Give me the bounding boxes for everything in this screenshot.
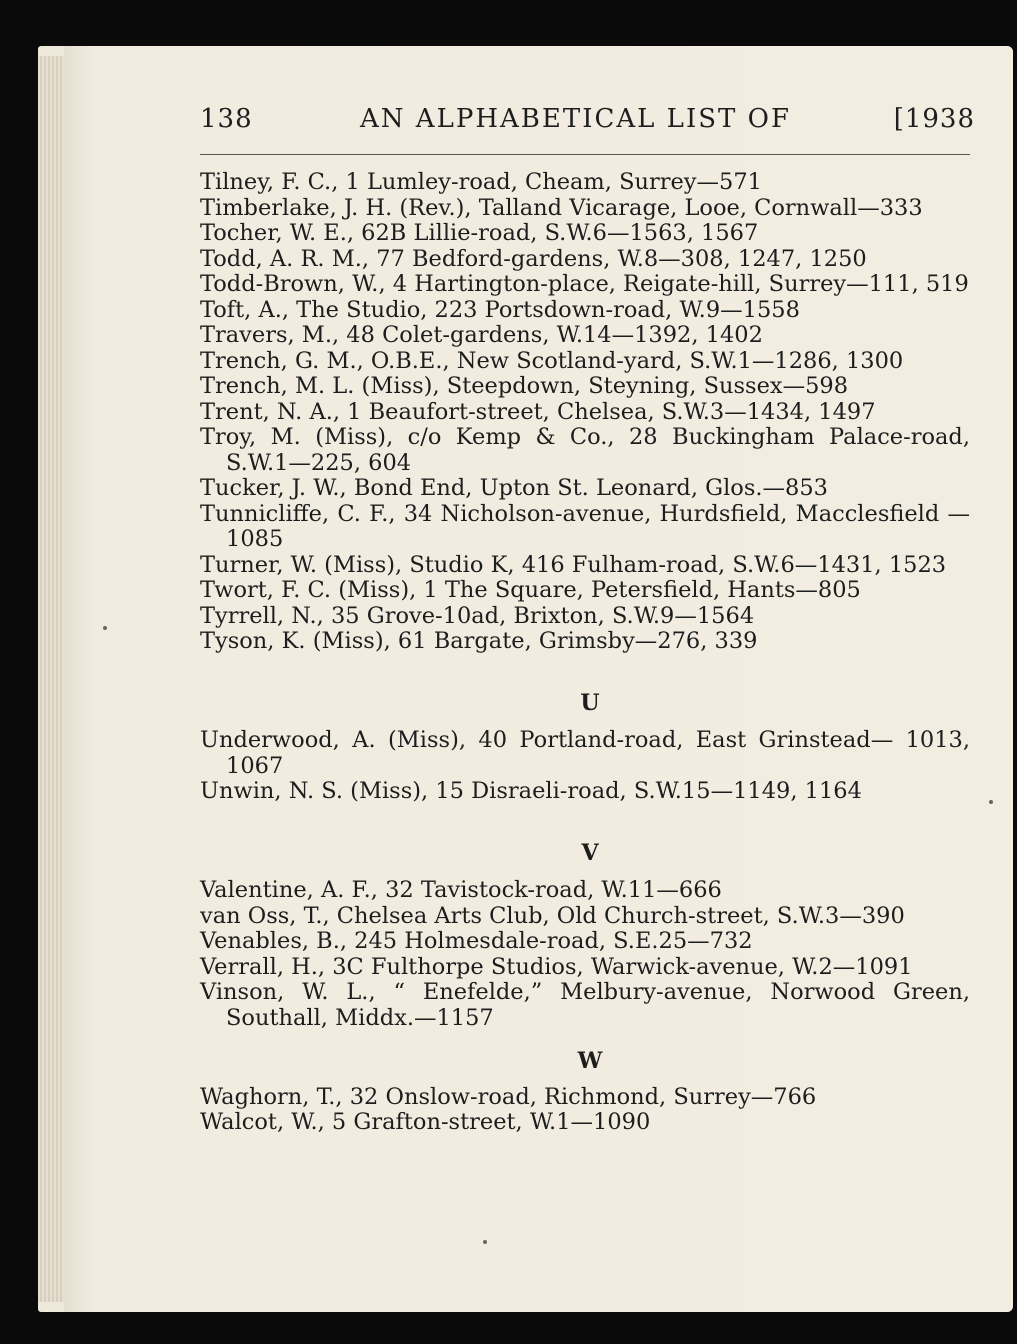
- list-entry: Travers, M., 48 Colet-gardens, W.14—1392, 1402: [200, 322, 763, 348]
- header-rule: [200, 154, 970, 155]
- list-entry: Verrall, H., 3C Fulthorpe Studios, Warwick-avenue, W.2—1091: [200, 953, 913, 980]
- list-entry: Timberlake, J. H. (Rev.), Talland Vicarage, Looe, Cornwall—333: [200, 194, 923, 221]
- list-entry: Underwood, A. (Miss), 40 Portland-road, East Grinstead— 1013, 1067: [200, 727, 970, 779]
- list-entry: Todd-Brown, W., 4 Hartington-place, Reigate-hill, Surrey—111, 519: [200, 271, 969, 297]
- list-entry: Walcot, W., 5 Grafton-street, W.1—1090: [200, 1109, 651, 1135]
- list-entry: Turner, W. (Miss), Studio K, 416 Fulham-road, S.W.6—1431, 1523: [200, 551, 947, 578]
- running-header: [200, 104, 975, 144]
- list-entry: Tocher, W. E., 62B Lillie-road, S.W.6—1563, 1567: [200, 220, 759, 246]
- section-heading-v: V: [581, 839, 599, 866]
- section-heading-w: W: [577, 1048, 603, 1074]
- list-entry: Trench, G. M., O.B.E., New Scotland-yard, S.W.1—1286, 1300: [200, 347, 904, 374]
- running-title: AN ALPHABETICAL LIST OF: [360, 104, 791, 134]
- page-edges: [38, 56, 65, 1302]
- list-entry: Tucker, J. W., Bond End, Upton St. Leonard, Glos.—853: [200, 475, 829, 501]
- year-marker: [1938: [893, 104, 975, 134]
- list-entry: Tyrrell, N., 35 Grove-10ad, Brixton, S.W.9—1564: [200, 602, 755, 629]
- ink-speck: [989, 800, 993, 804]
- section-heading-u: U: [580, 689, 600, 716]
- list-entry: Twort, F. C. (Miss), 1 The Square, Petersfield, Hants—805: [200, 577, 861, 603]
- directory-list: [200, 170, 970, 1136]
- list-entry: Toft, A., The Studio, 223 Portsdown-road, W.9—1558: [200, 296, 800, 323]
- list-entry: Trent, N. A., 1 Beaufort-street, Chelsea, S.W.3—1434, 1497: [200, 398, 876, 425]
- list-entry: Tunnicliffe, C. F., 34 Nicholson-avenue, Hurdsfield, Macclesfield —1085: [200, 500, 970, 552]
- list-entry: Tilney, F. C., 1 Lumley-road, Cheam, Surrey—571: [200, 169, 762, 195]
- list-entry: Troy, M. (Miss), c/o Kemp & Co., 28 Buckingham Palace-road, S.W.1—225, 604: [200, 424, 970, 476]
- list-entry: Venables, B., 245 Holmesdale-road, S.E.25—732: [200, 928, 753, 954]
- list-entry: Todd, A. R. M., 77 Bedford-gardens, W.8—308, 1247, 1250: [200, 245, 867, 272]
- list-entry: Valentine, A. F., 32 Tavistock-road, W.11—666: [200, 877, 722, 903]
- list-entry: Tyson, K. (Miss), 61 Bargate, Grimsby—276, 339: [200, 628, 758, 654]
- ink-speck: [103, 626, 107, 630]
- list-entry: Trench, M. L. (Miss), Steepdown, Steyning, Sussex—598: [200, 373, 849, 399]
- page-number: 138: [200, 104, 253, 134]
- list-entry: Vinson, W. L., “ Enefelde,” Melbury-avenue, Norwood Green, Southall, Middx.—1157: [200, 979, 970, 1031]
- list-entry: Waghorn, T., 32 Onslow-road, Richmond, Surrey—766: [200, 1083, 817, 1110]
- ink-speck: [483, 1240, 487, 1244]
- list-entry: van Oss, T., Chelsea Arts Club, Old Church-street, S.W.3—390: [200, 902, 905, 929]
- list-entry: Unwin, N. S. (Miss), 15 Disraeli-road, S.W.15—1149, 1164: [200, 778, 862, 804]
